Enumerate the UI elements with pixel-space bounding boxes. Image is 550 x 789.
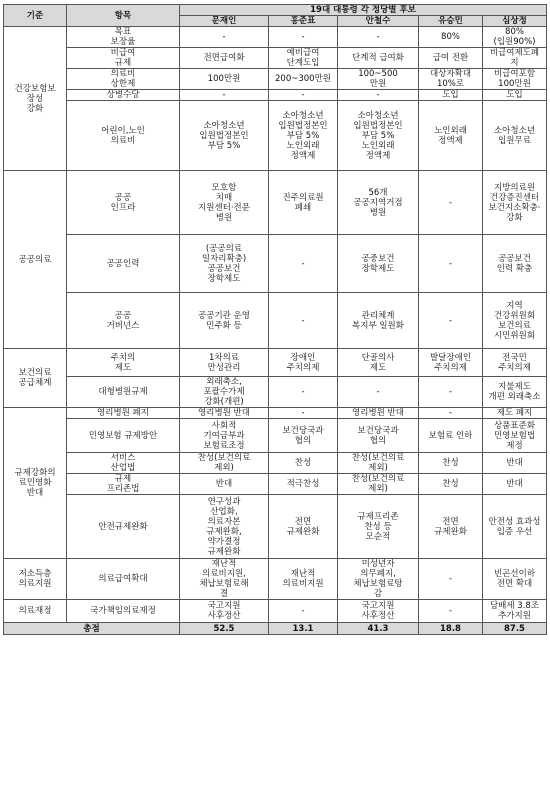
pledge-cell: 영리병원 반대	[338, 408, 419, 419]
item-label-cell: 서비스 산업법	[67, 453, 180, 474]
pledge-cell: 국고지원 사후정산	[338, 600, 419, 623]
pledge-cell: 찬성(보건의료 제외)	[338, 453, 419, 474]
pledge-cell: 재난적 의료비지원, 체납보험료해 결	[180, 559, 269, 600]
header-criterion: 기준	[4, 5, 67, 27]
pledge-cell: 사회적 기여금부과 보험료조정	[180, 419, 269, 453]
pledge-cell: 80%	[419, 27, 483, 48]
item-label-cell: 규제 프리존법	[67, 474, 180, 495]
header-group-title: 19대 대통령 각 정당별 후보	[180, 5, 547, 16]
header-candidate-hong: 홍준표	[269, 16, 338, 27]
pledge-cell: 지역 건강위원회 보건의료 시민위원회	[483, 293, 547, 349]
pledge-cell: 적극찬성	[269, 474, 338, 495]
policy-row	[4, 408, 547, 419]
header-item: 항목	[67, 5, 180, 27]
table-body	[4, 27, 547, 623]
pledge-cell: 담배세 3.8조 추가지원	[483, 600, 547, 623]
pledge-cell: 지방의료원 건강증진센터 보건지소확충· 강화	[483, 171, 547, 235]
total-score-yoo: 18.8	[419, 623, 483, 635]
total-score-sim: 87.5	[483, 623, 547, 635]
pledge-cell: -	[269, 90, 338, 101]
category-cell: 건강보험보 장성 강화	[4, 27, 67, 171]
total-score-label: 총점	[4, 623, 180, 635]
policy-row	[4, 48, 547, 69]
pledge-cell: 전면 규제완화	[269, 495, 338, 559]
pledge-cell: 빈곤선이하 전면 확대	[483, 559, 547, 600]
pledge-cell: -	[419, 293, 483, 349]
pledge-cell: 재난적 의료비지원	[269, 559, 338, 600]
pledge-cell: -	[180, 90, 269, 101]
pledge-cell: 예비급여 단계도입	[269, 48, 338, 69]
pledge-cell: 단골의사 제도	[338, 349, 419, 377]
pledge-cell: 찬성	[419, 453, 483, 474]
policy-row	[4, 90, 547, 101]
pledge-cell: 영리병원 반대	[180, 408, 269, 419]
pledge-cell: (공공의료 일자리확충) 공공보건 장학제도	[180, 235, 269, 293]
policy-row	[4, 453, 547, 474]
pledge-cell: 미성년자 의무폐지, 체납보험료탕 감	[338, 559, 419, 600]
policy-row	[4, 349, 547, 377]
pledge-cell: 소아청소년 입원무료	[483, 101, 547, 171]
policy-row	[4, 27, 547, 48]
pledge-cell: 보험료 인하	[419, 419, 483, 453]
pledge-cell: 발달장애인 주치의제	[419, 349, 483, 377]
pledge-cell: 상품표준화 민영보험법 제정	[483, 419, 547, 453]
pledge-cell: 규제프리존 찬성 등 모순적	[338, 495, 419, 559]
header-candidate-ahn: 안철수	[338, 16, 419, 27]
pledge-cell: 소아청소년 입원법정본인 부담 5% 노인외래 정액제	[338, 101, 419, 171]
header-candidate-sim: 심상정	[483, 16, 547, 27]
pledge-cell: 단계적 급여화	[338, 48, 419, 69]
category-cell: 공공의료	[4, 171, 67, 349]
pledge-cell: -	[419, 235, 483, 293]
pledge-cell: -	[269, 27, 338, 48]
policy-row	[4, 419, 547, 453]
item-label-cell: 공공인력	[67, 235, 180, 293]
category-cell: 규제강화의 료민영화 반대	[4, 408, 67, 559]
pledge-cell: 보건당국과 협의	[269, 419, 338, 453]
category-cell: 저소득층 의료지원	[4, 559, 67, 600]
policy-row	[4, 495, 547, 559]
pledge-cell: 찬성	[419, 474, 483, 495]
pledge-cell: 반대	[483, 453, 547, 474]
pledge-cell: 반대	[483, 474, 547, 495]
pledge-cell: 관리체계 복지부 일원화	[338, 293, 419, 349]
pledge-cell: 공공보건 인력 확충	[483, 235, 547, 293]
pledge-cell: -	[269, 235, 338, 293]
pledge-cell: 대상자확대 10%로	[419, 69, 483, 90]
pledge-cell: 100~500 만원	[338, 69, 419, 90]
policy-row	[4, 101, 547, 171]
header-candidate-moon: 문재인	[180, 16, 269, 27]
item-label-cell: 의료급여확대	[67, 559, 180, 600]
policy-row	[4, 559, 547, 600]
pledge-cell: 1차의료 만성관리	[180, 349, 269, 377]
policy-row	[4, 69, 547, 90]
pledge-cell: 모호함 치매 지원센터·전문 병원	[180, 171, 269, 235]
pledge-cell: -	[338, 90, 419, 101]
pledge-cell: 비급여제도폐 지	[483, 48, 547, 69]
pledge-cell: 반대	[180, 474, 269, 495]
pledge-cell: 소아청소년 입원법정본인 부담 5% 노인외래 정액제	[269, 101, 338, 171]
item-label-cell: 어린이,노인 의료비	[67, 101, 180, 171]
pledge-cell: 지불제도 개편 외래축소	[483, 377, 547, 408]
policy-comparison-table	[3, 4, 547, 635]
pledge-cell: 안전성 효과성 입증 우선	[483, 495, 547, 559]
item-label-cell: 안전규제완화	[67, 495, 180, 559]
policy-row	[4, 171, 547, 235]
pledge-cell: 도입	[419, 90, 483, 101]
pledge-cell: 보건당국과 협의	[338, 419, 419, 453]
item-label-cell: 공공 인프라	[67, 171, 180, 235]
pledge-cell: 국고지원 사후정산	[180, 600, 269, 623]
item-label-cell: 영리병원 폐지	[67, 408, 180, 419]
pledge-cell: 공공기관 운영 민주화 등	[180, 293, 269, 349]
pledge-cell: 도입	[483, 90, 547, 101]
pledge-cell: 장애인 주치의제	[269, 349, 338, 377]
policy-row	[4, 600, 547, 623]
pledge-cell: 찬성	[269, 453, 338, 474]
pledge-cell: 100만원	[180, 69, 269, 90]
pledge-cell: -	[180, 27, 269, 48]
item-label-cell: 의료비 상한제	[67, 69, 180, 90]
pledge-cell: -	[419, 377, 483, 408]
item-label-cell: 비급여 규제	[67, 48, 180, 69]
item-label-cell: 국가책임의료재정	[67, 600, 180, 623]
item-label-cell: 민영보험 규제방안	[67, 419, 180, 453]
pledge-cell: 찬성(보건의료 제외)	[180, 453, 269, 474]
pledge-cell: -	[419, 600, 483, 623]
pledge-cell: 전면급여화	[180, 48, 269, 69]
pledge-cell: 제도 폐지	[483, 408, 547, 419]
item-label-cell: 대형병원규제	[67, 377, 180, 408]
pledge-cell: 공중보건 장학제도	[338, 235, 419, 293]
item-label-cell: 목표 보장율	[67, 27, 180, 48]
pledge-cell: 비급여포함 100만원	[483, 69, 547, 90]
pledge-cell: 외래축소, 포괄수가제 강화(개편)	[180, 377, 269, 408]
pledge-cell: 연구성과 산업화, 의료자본 규제완화, 약가결정 규제완화	[180, 495, 269, 559]
item-label-cell: 상병수당	[67, 90, 180, 101]
pledge-cell: -	[269, 377, 338, 408]
policy-row	[4, 377, 547, 408]
pledge-cell: 급여 전환	[419, 48, 483, 69]
category-cell: 보건의료 공급체계	[4, 349, 67, 408]
pledge-cell: -	[338, 27, 419, 48]
item-label-cell: 주치의 제도	[67, 349, 180, 377]
pledge-cell: 200~300만원	[269, 69, 338, 90]
pledge-cell: -	[338, 377, 419, 408]
total-score-hong: 13.1	[269, 623, 338, 635]
pledge-cell: -	[419, 408, 483, 419]
pledge-cell: 전국민 주치의제	[483, 349, 547, 377]
total-score-row	[4, 623, 547, 635]
policy-row	[4, 235, 547, 293]
pledge-cell: 소아청소년 입원법정본인 부담 5%	[180, 101, 269, 171]
policy-row	[4, 474, 547, 495]
pledge-cell: 전면 규제완화	[419, 495, 483, 559]
pledge-cell: -	[419, 171, 483, 235]
policy-row	[4, 293, 547, 349]
pledge-cell: -	[269, 408, 338, 419]
pledge-cell: 진주의료원 폐쇄	[269, 171, 338, 235]
total-score-moon: 52.5	[180, 623, 269, 635]
pledge-cell: 56개 공공지역거점 병원	[338, 171, 419, 235]
category-cell: 의료재정	[4, 600, 67, 623]
item-label-cell: 공공 거버넌스	[67, 293, 180, 349]
pledge-cell: 80% (입원90%)	[483, 27, 547, 48]
pledge-cell: -	[419, 559, 483, 600]
header-candidate-yoo: 유승민	[419, 16, 483, 27]
pledge-cell: 노인외래 정액제	[419, 101, 483, 171]
pledge-cell: 찬성(보건의료 제외)	[338, 474, 419, 495]
pledge-cell: -	[269, 600, 338, 623]
pledge-cell: -	[269, 293, 338, 349]
total-score-ahn: 41.3	[338, 623, 419, 635]
